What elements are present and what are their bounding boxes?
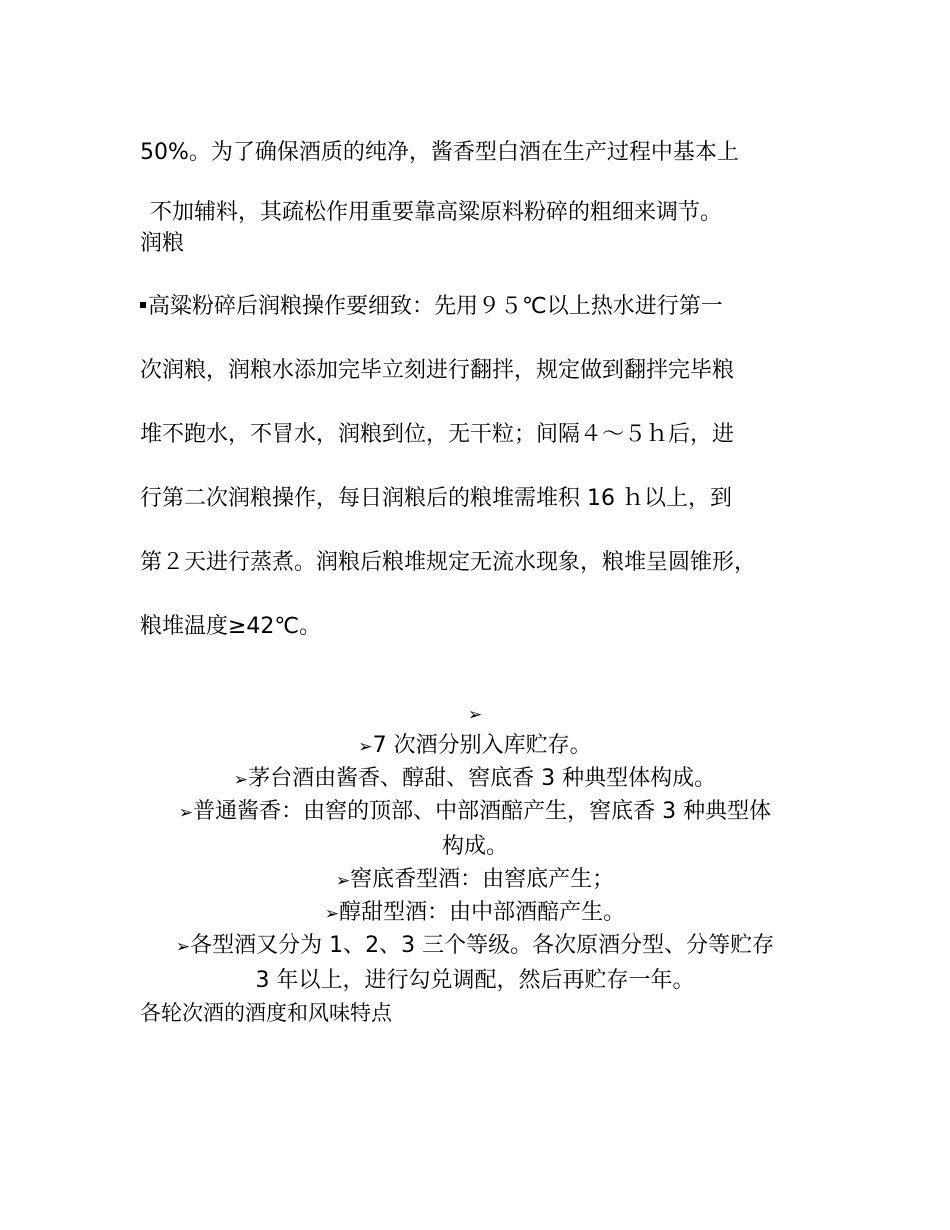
arrowhead-icon: ➢ <box>233 770 249 790</box>
list-text: 各型酒又分为 1、2、3 三个等级。各次原酒分型、分等贮存 <box>190 933 775 958</box>
square-bullet-icon <box>140 302 146 308</box>
arrowhead-icon: ➢ <box>467 705 483 725</box>
arrowhead-icon: ➢ <box>358 737 373 757</box>
paragraph-line: 粮堆温度≥42℃。 <box>140 614 322 639</box>
list-text: 窖底香型酒：由窖底产生； <box>350 867 615 892</box>
list-text: 醇甜型酒：由中部酒醅产生。 <box>339 900 626 925</box>
paragraph-line: 50%。为了确保酒质的纯净，酱香型白酒在生产过程中基本上 <box>140 140 739 165</box>
paragraph-line: 行第二次润粮操作，每日润粮后的粮堆需堆积 16 ｈ以上，到 <box>140 486 732 511</box>
paragraph-line: 次润粮，润粮水添加完毕立刻进行翻拌，规定做到翻拌完毕粮 <box>140 358 735 383</box>
list-item <box>140 797 810 828</box>
paragraph-line: 第２天进行蒸煮。润粮后粮堆规定无流水现象，粮堆呈圆锥形， <box>140 550 757 575</box>
subsection-heading: 各轮次酒的酒度和风味特点 <box>140 1001 392 1025</box>
arrowhead-icon: ➢ <box>178 803 194 823</box>
arrowhead-icon: ➢ <box>324 904 340 924</box>
arrowhead-icon: ➢ <box>335 871 351 891</box>
list-item <box>140 764 810 795</box>
list-item <box>140 865 810 896</box>
paragraph-text: 高粱粉碎后润粮操作要细致：先用９５℃以上热水进行第一 <box>148 294 723 319</box>
list-text: 7 次酒分别入库贮存。 <box>372 733 592 758</box>
section-title: 润粮 <box>140 231 185 256</box>
paragraph-line-first <box>140 292 723 322</box>
list-item-empty <box>140 699 810 730</box>
paragraph-line: 堆不跑水，不冒水，润粮到位，无干粒；间隔４～５ｈ后，进 <box>140 422 735 447</box>
list-item <box>140 731 810 762</box>
list-text: 茅台酒由酱香、醇甜、窖底香 3 种典型体构成。 <box>248 766 717 791</box>
list-item <box>140 931 810 962</box>
list-item-continuation: 构成。 <box>441 834 508 859</box>
arrowhead-icon: ➢ <box>175 937 191 957</box>
list-item <box>140 898 810 929</box>
paragraph-line: 不加辅料，其疏松作用重要靠高粱原料粉碎的粗细来调节。 <box>150 200 723 225</box>
list-text: 普通酱香：由窖的顶部、中部酒醅产生，窖底香 3 种典型体 <box>193 799 772 824</box>
list-item-continuation: 3 年以上，进行勾兑调配，然后再贮存一年。 <box>255 968 695 993</box>
